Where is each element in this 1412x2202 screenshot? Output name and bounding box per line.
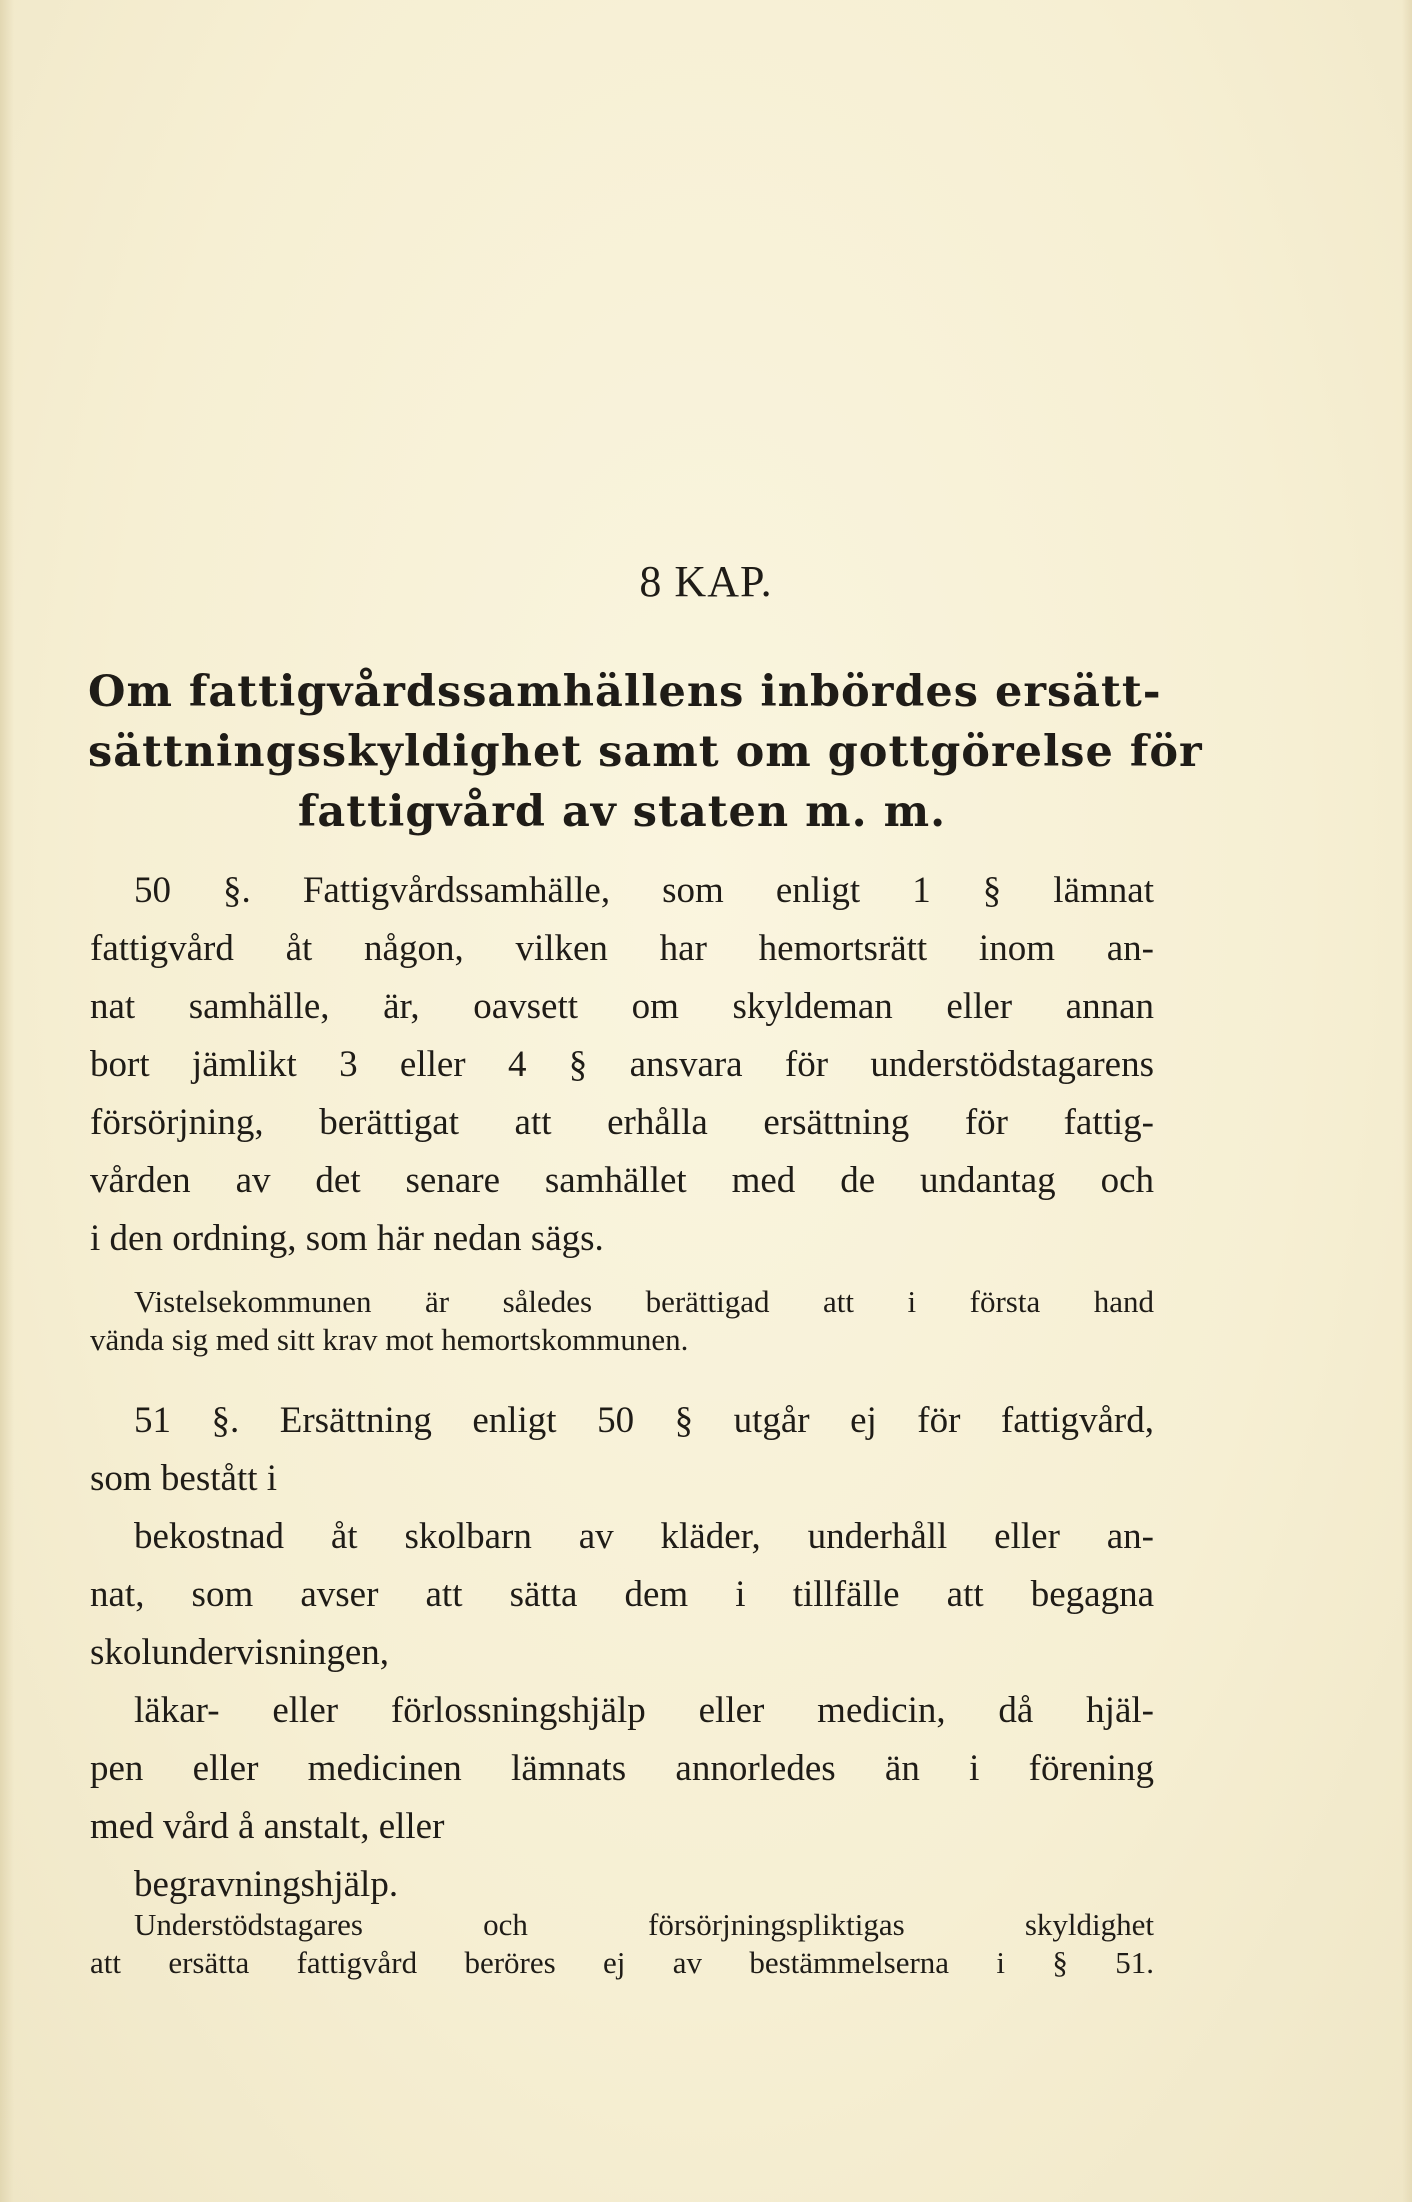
paragraph-section-51 (90, 1392, 1154, 1914)
list-item-line: läkar- eller förlossningshjälp eller medicin, då hjäl- (134, 1690, 1154, 1731)
paragraph-section-50 (90, 862, 1154, 1268)
chapter-heading (88, 662, 1203, 842)
note-line: Vistelsekommunen är således berättigad att i första hand (134, 1284, 1154, 1319)
list-item-line: med vård å anstalt, eller (90, 1806, 445, 1847)
text-line: fattigvård åt någon, vilken har hemortsrätt inom an- (90, 928, 1154, 969)
text-line: i den ordning, som här nedan sägs. (90, 1218, 604, 1259)
note-line: vända sig med sitt krav mot hemortskommunen. (90, 1322, 689, 1357)
note-section-50 (90, 1283, 1154, 1359)
page-edge-shadow-right (1402, 0, 1412, 2202)
list-item-line: pen eller medicinen lämnats annorledes än i förening (90, 1748, 1154, 1789)
note-line: att ersätta fattigvård beröres ej av bestämmelserna i § 51. (90, 1945, 1154, 1980)
text-line: bort jämlikt 3 eller 4 § ansvara för understödstagarens (90, 1044, 1154, 1085)
chapter-heading-line: sättningsskyldighet samt om gottgörelse för (88, 727, 1203, 777)
text-line: nat samhälle, är, oavsett om skyldeman eller annan (90, 986, 1154, 1027)
text-line: 51 §. Ersättning enligt 50 § utgår ej för fattigvård, (134, 1400, 1154, 1441)
list-item-line: nat, som avser att sätta dem i tillfälle att begagna (90, 1574, 1154, 1615)
list-item-line: begravningshjälp. (134, 1864, 399, 1905)
text-line: 50 §. Fattigvårdssamhälle, som enligt 1 § lämnat (134, 870, 1154, 911)
note-line: Understödstagares och försörjningspliktigas skyldighet (134, 1907, 1154, 1942)
page-edge-shadow-left (0, 0, 14, 2202)
chapter-heading-line: Om fattigvårdssamhällens inbördes ersätt- (88, 667, 1162, 717)
text-line: som bestått i (90, 1458, 278, 1499)
list-item-line: bekostnad åt skolbarn av kläder, underhåll eller an- (134, 1516, 1154, 1557)
note-section-51 (90, 1906, 1154, 1982)
chapter-number: 8 KAP. (639, 557, 773, 606)
text-line: försörjning, berättigat att erhålla ersättning för fattig- (90, 1102, 1154, 1143)
chapter-heading-line: fattigvård av staten m. m. (297, 787, 947, 837)
list-item-line: skolundervisningen, (90, 1632, 390, 1673)
text-line: vården av det senare samhället med de undantag och (90, 1160, 1154, 1201)
